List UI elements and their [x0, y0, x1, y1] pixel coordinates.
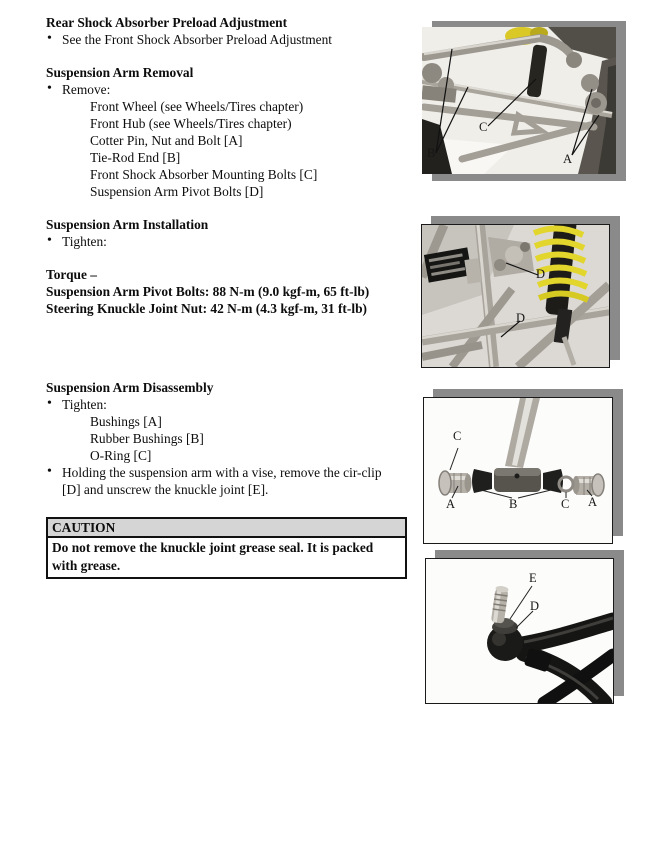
figure-label-c-top: C [453, 429, 462, 443]
list-item: Front Shock Absorber Mounting Bolts [C] [90, 167, 318, 182]
bullet-item: • Holding the suspension arm with a vise, remove the cir-clip [D] and unscrew the knuckle joint [E]. [46, 464, 398, 498]
figure-label-d2: D [516, 311, 526, 325]
bullet-item: • Tighten: [46, 233, 410, 250]
figure-label-a-left: A [446, 497, 456, 511]
figure-label-b: B [509, 497, 518, 511]
bullet-item: • Tighten: [46, 396, 410, 413]
section-rear-shock-preload [46, 14, 410, 48]
suspension-photo-graphic [422, 27, 616, 174]
figure-knuckle-joint [425, 558, 614, 704]
figure-label-d1: D [536, 267, 546, 281]
list-item: O-Ring [C] [90, 448, 152, 463]
bushing-diagram-graphic [424, 398, 612, 543]
bullet-item: • See the Front Shock Absorber Preload Adjustment [46, 31, 410, 48]
figure-bushing-exploded-diagram [423, 397, 613, 544]
bullet-item: • Remove: [46, 81, 410, 98]
figure-label-a: A [563, 152, 573, 166]
list-item: Tie-Rod End [B] [90, 150, 181, 165]
figure-label-d: D [530, 599, 540, 613]
section-heading: Suspension Arm Removal [46, 65, 194, 80]
text-column [46, 14, 410, 579]
torque-label: Torque – [46, 267, 97, 282]
list-item: Bushings [A] [90, 414, 162, 429]
section-heading: Suspension Arm Installation [46, 217, 209, 232]
list-item: Suspension Arm Pivot Bolts [D] [90, 184, 264, 199]
figure-label-e: E [529, 571, 537, 585]
figure-label-c: C [479, 120, 488, 134]
section-arm-installation [46, 216, 410, 250]
figure-suspension-arm-pivot-bolts [421, 224, 610, 368]
list-item: Front Wheel (see Wheels/Tires chapter) [90, 99, 304, 114]
list-item: Rubber Bushings [B] [90, 431, 204, 446]
torque-spec: Steering Knuckle Joint Nut: 42 N-m (4.3 kgf-m, 31 ft-lb) [46, 301, 367, 316]
caution-title: CAUTION [48, 519, 405, 538]
pivot-bolts-photo-graphic [422, 225, 609, 367]
torque-spec: Suspension Arm Pivot Bolts: 88 N-m (9.0 kgf-m, 65 ft-lb) [46, 284, 370, 299]
knuckle-joint-photo-graphic [426, 559, 613, 703]
caution-box [46, 517, 407, 579]
disassembly-items-list [90, 413, 410, 464]
removal-items-list [90, 98, 410, 200]
section-arm-removal [46, 64, 410, 200]
torque-spec-block [46, 266, 410, 317]
figure-label-b: B [427, 146, 436, 160]
section-heading: Suspension Arm Disassembly [46, 380, 214, 395]
list-item: Front Hub (see Wheels/Tires chapter) [90, 116, 292, 131]
section-heading: Rear Shock Absorber Preload Adjustment [46, 15, 288, 30]
figure-front-suspension-overview [422, 27, 616, 174]
section-arm-disassembly [46, 379, 410, 498]
caution-text: Do not remove the knuckle joint grease seal. It is packed with grease. [52, 540, 374, 573]
figure-label-c-right: C [561, 497, 570, 511]
list-item: Cotter Pin, Nut and Bolt [A] [90, 133, 243, 148]
figure-label-a-right: A [588, 495, 598, 509]
